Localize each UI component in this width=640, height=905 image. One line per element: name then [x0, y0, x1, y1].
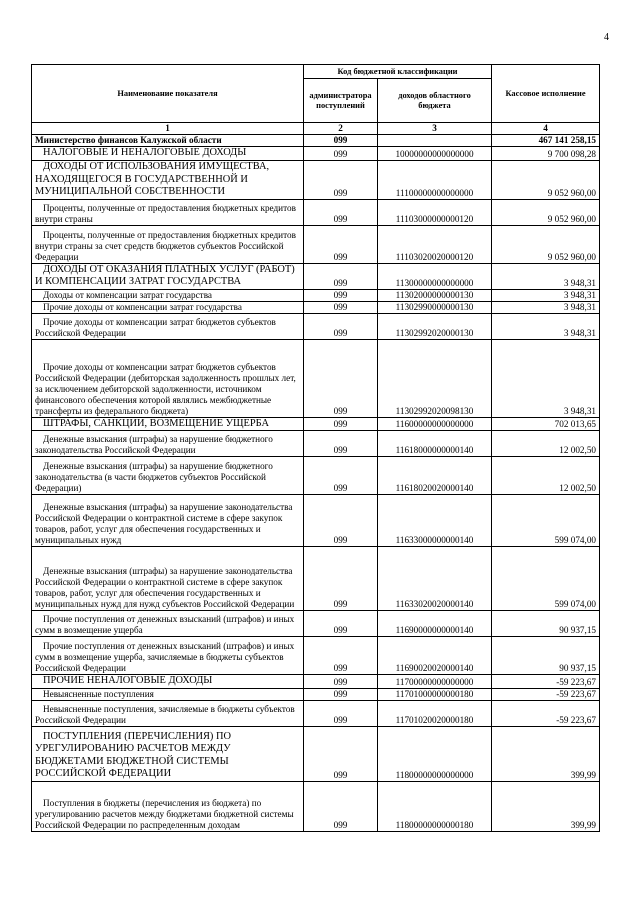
row-name: Поступления в бюджеты (перечисления из бюджета) по урегулированию расчетов между бюджетами бюджетной системы Российской Федерации по распределенным доходам [32, 781, 304, 831]
row-value: -59 223,67 [492, 700, 600, 726]
row-code: 11701000000000180 [378, 688, 492, 700]
row-name: Министерство финансов Калужской области [32, 135, 304, 147]
row-code: 10000000000000000 [378, 147, 492, 161]
row-value: 599 074,00 [492, 495, 600, 547]
row-name: Прочие доходы от компенсации затрат бюджетов субъектов Российской Федерации (дебиторская задолженность прошлых лет, за исключением дебиторской задолженности, источником финансового обеспечения которой являлись межбюджетные трансферты из федерального бюджета) [32, 339, 304, 417]
colnum-1: 1 [32, 123, 304, 135]
row-value: 3 948,31 [492, 301, 600, 313]
table-row [32, 547, 600, 611]
row-code: 11800000000000000 [378, 726, 492, 781]
row-admin: 099 [304, 301, 378, 313]
header-income: доходов областного бюджета [378, 79, 492, 123]
row-code [378, 135, 492, 147]
row-value: 702 013,65 [492, 417, 600, 431]
row-admin: 099 [304, 700, 378, 726]
row-admin: 099 [304, 457, 378, 495]
table-row [32, 263, 600, 289]
header-exec: Кассовое исполнение [492, 65, 600, 123]
row-name: ДОХОДЫ ОТ ИСПОЛЬЗОВАНИЯ ИМУЩЕСТВА, НАХОДЯЩЕГОСЯ В ГОСУДАРСТВЕННОЙ И МУНИЦИПАЛЬНОЙ СОБСТВЕННОСТИ [32, 160, 304, 199]
table-row [32, 726, 600, 781]
row-admin: 099 [304, 225, 378, 263]
colnum-3: 3 [378, 123, 492, 135]
row-value: 467 141 258,15 [492, 135, 600, 147]
row-value: 9 052 960,00 [492, 225, 600, 263]
row-value: 12 002,50 [492, 457, 600, 495]
row-code: 11701020020000180 [378, 700, 492, 726]
row-value: 3 948,31 [492, 263, 600, 289]
row-name: НАЛОГОВЫЕ И НЕНАЛОГОВЫЕ ДОХОДЫ [32, 147, 304, 161]
table-row [32, 700, 600, 726]
row-name: ДОХОДЫ ОТ ОКАЗАНИЯ ПЛАТНЫХ УСЛУГ (РАБОТ) И КОМПЕНСАЦИИ ЗАТРАТ ГОСУДАРСТВА [32, 263, 304, 289]
row-admin: 099 [304, 431, 378, 457]
row-value: 9 052 960,00 [492, 199, 600, 225]
row-name: ПРОЧИЕ НЕНАЛОГОВЫЕ ДОХОДЫ [32, 675, 304, 689]
row-code: 11633020020000140 [378, 547, 492, 611]
row-name: Прочие доходы от компенсации затрат государства [32, 301, 304, 313]
row-admin: 099 [304, 637, 378, 675]
row-admin: 099 [304, 263, 378, 289]
table-row [32, 313, 600, 339]
row-value: 399,99 [492, 726, 600, 781]
row-name: Проценты, полученные от предоставления бюджетных кредитов внутри страны за счет средств бюджетов субъектов Российской Федерации [32, 225, 304, 263]
table-row [32, 431, 600, 457]
row-code: 11302992020098130 [378, 339, 492, 417]
row-admin: 099 [304, 675, 378, 689]
row-admin: 099 [304, 495, 378, 547]
row-admin: 099 [304, 339, 378, 417]
header-code-group: Код бюджетной классификации [304, 65, 492, 79]
row-code: 11302990000000130 [378, 301, 492, 313]
row-admin: 099 [304, 726, 378, 781]
row-admin: 099 [304, 688, 378, 700]
row-value: 90 937,15 [492, 611, 600, 637]
table-row [32, 160, 600, 199]
row-code: 11100000000000000 [378, 160, 492, 199]
row-name: ШТРАФЫ, САНКЦИИ, ВОЗМЕЩЕНИЕ УЩЕРБА [32, 417, 304, 431]
row-code: 11600000000000000 [378, 417, 492, 431]
row-value: -59 223,67 [492, 688, 600, 700]
row-name: Прочие поступления от денежных взысканий (штрафов) и иных сумм в возмещение ущерба, зачисляемые в бюджеты субъектов Российской Федерации [32, 637, 304, 675]
table-row [32, 611, 600, 637]
row-admin: 099 [304, 289, 378, 301]
row-value: 90 937,15 [492, 637, 600, 675]
row-admin: 099 [304, 611, 378, 637]
row-admin: 099 [304, 781, 378, 831]
table-row [32, 225, 600, 263]
table-row [32, 289, 600, 301]
row-name: ПОСТУПЛЕНИЯ (ПЕРЕЧИСЛЕНИЯ) ПО УРЕГУЛИРОВАНИЮ РАСЧЕТОВ МЕЖДУ БЮДЖЕТАМИ БЮДЖЕТНОЙ СИСТЕМЫ РОССИЙСКОЙ ФЕДЕРАЦИИ [32, 726, 304, 781]
row-admin: 099 [304, 135, 378, 147]
row-admin: 099 [304, 313, 378, 339]
row-name: Прочие поступления от денежных взысканий (штрафов) и иных сумм в возмещение ущерба [32, 611, 304, 637]
row-value: 3 948,31 [492, 313, 600, 339]
row-code: 11618020020000140 [378, 457, 492, 495]
row-value: 12 002,50 [492, 431, 600, 457]
colnum-2: 2 [304, 123, 378, 135]
table-row [32, 688, 600, 700]
row-value: 3 948,31 [492, 289, 600, 301]
execution-table [31, 64, 600, 832]
row-value: -59 223,67 [492, 675, 600, 689]
row-value: 599 074,00 [492, 547, 600, 611]
table-row [32, 135, 600, 147]
row-code: 11103000000000120 [378, 199, 492, 225]
header-admin: администратора поступлений [304, 79, 378, 123]
row-code: 11690000000000140 [378, 611, 492, 637]
colnum-4: 4 [492, 123, 600, 135]
table-row [32, 199, 600, 225]
row-name: Невыясненные поступления [32, 688, 304, 700]
row-admin: 099 [304, 199, 378, 225]
row-code: 11700000000000000 [378, 675, 492, 689]
row-name: Невыясненные поступления, зачисляемые в бюджеты субъектов Российской Федерации [32, 700, 304, 726]
row-name: Прочие доходы от компенсации затрат бюджетов субъектов Российской Федерации [32, 313, 304, 339]
row-code: 11302000000000130 [378, 289, 492, 301]
row-code: 11690020020000140 [378, 637, 492, 675]
row-code: 11618000000000140 [378, 431, 492, 457]
row-admin: 099 [304, 417, 378, 431]
row-value: 399,99 [492, 781, 600, 831]
table-row [32, 417, 600, 431]
row-name: Денежные взыскания (штрафы) за нарушение законодательства Российской Федерации о контрактной системе в сфере закупок товаров, работ, услуг для обеспечения государственных и муниципальных нужд для нужд субъектов Российской Федерации [32, 547, 304, 611]
table-row [32, 301, 600, 313]
row-code: 11633000000000140 [378, 495, 492, 547]
row-name: Доходы от компенсации затрат государства [32, 289, 304, 301]
row-code: 11300000000000000 [378, 263, 492, 289]
table-row [32, 339, 600, 417]
row-name: Денежные взыскания (штрафы) за нарушение бюджетного законодательства (в части бюджетов субъектов Российской Федерации) [32, 457, 304, 495]
table-row [32, 147, 600, 161]
table-row [32, 781, 600, 831]
header-name: Наименование показателя [32, 65, 304, 123]
row-code: 11302992020000130 [378, 313, 492, 339]
table-row [32, 457, 600, 495]
table-row [32, 675, 600, 689]
row-value: 9 052 960,00 [492, 160, 600, 199]
row-name: Денежные взыскания (штрафы) за нарушение бюджетного законодательства Российской Федерации [32, 431, 304, 457]
row-admin: 099 [304, 160, 378, 199]
row-code: 11800000000000180 [378, 781, 492, 831]
row-name: Проценты, полученные от предоставления бюджетных кредитов внутри страны [32, 199, 304, 225]
row-name: Денежные взыскания (штрафы) за нарушение законодательства Российской Федерации о контрактной системе в сфере закупок товаров, работ, услуг для обеспечения государственных и муниципальных нужд [32, 495, 304, 547]
row-admin: 099 [304, 147, 378, 161]
row-admin: 099 [304, 547, 378, 611]
page-number: 4 [604, 32, 609, 43]
table-row [32, 495, 600, 547]
table-row [32, 637, 600, 675]
row-value: 9 700 098,28 [492, 147, 600, 161]
row-value: 3 948,31 [492, 339, 600, 417]
row-code: 11103020020000120 [378, 225, 492, 263]
